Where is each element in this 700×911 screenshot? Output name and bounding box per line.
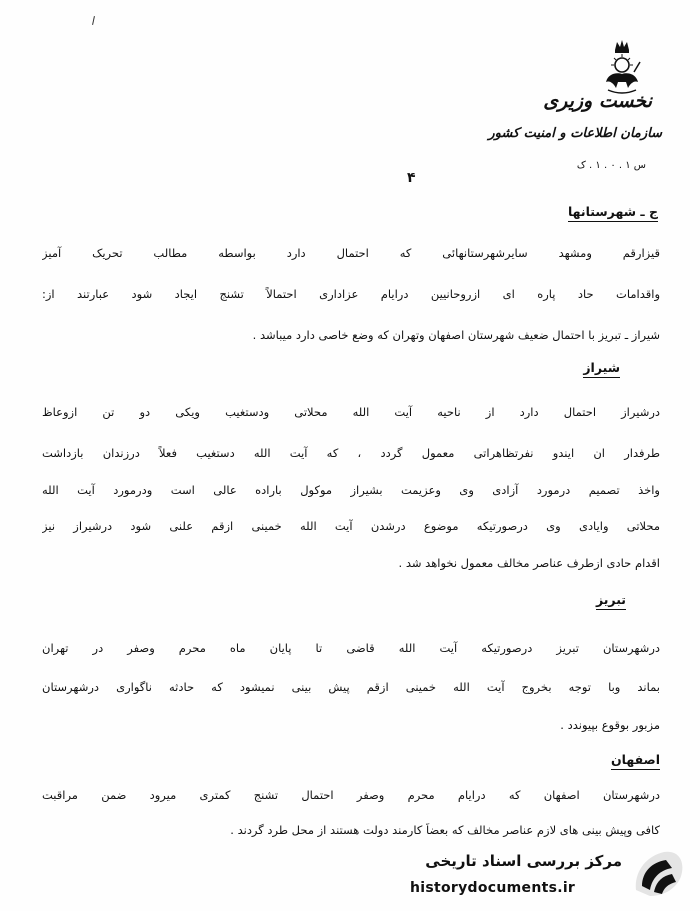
- section-heading-isfahan: اصفهان: [611, 752, 660, 770]
- header-organization: سازمان اطلاعات و امنیت کشور: [488, 126, 662, 141]
- paragraph-line: واقدامات حاد پاره ای ازروحانیین درایام عزاداری احتمالاً تشنج ایجاد شود عبارتند از:: [42, 287, 660, 301]
- header-title: نخست وزیری: [543, 90, 652, 112]
- paragraph-line: شیراز ـ تبریز با احتمال ضعیف شهرستان اصفهان وتهران که وضع خاصی دارد میباشد .: [252, 328, 660, 342]
- stray-pen-mark: [92, 16, 95, 25]
- watermark-url: historydocuments.ir: [410, 880, 576, 896]
- paragraph-line: درشهرستان اصفهان که درایام محرم وصفر احتمال تشنج کمتری میرود ضمن مراقبت: [42, 788, 660, 802]
- paragraph-line: درشهرستان تبریز درصورتیکه آیت الله قاضی تا پایان ماه محرم وصفر در تهران: [42, 641, 660, 655]
- section-heading-shiraz: شیراز: [583, 360, 620, 378]
- paragraph-line: درشیراز احتمال دارد از ناحیه آیت الله محلاتی ودستغیب ویکی دو تن ازوعاظ: [42, 405, 660, 419]
- paragraph-line: واخذ تصمیم درمورد آزادی وی وعزیمت بشیراز موکول باراده عالی است ودرمورد آیت الله: [42, 483, 660, 497]
- page-number: ۴: [407, 170, 416, 186]
- paragraph-line: بماند وبا توجه بخروج آیت الله خمینی ازقم پیش بینی نمیشود که حادثه ناگواری درشهرستان: [42, 680, 660, 694]
- paragraph-line: قیزارقم ومشهد سایرشهرستانهائی که احتمال دارد بواسطه مطالب تحریک آمیز: [42, 246, 660, 260]
- archive-logo-icon: [628, 842, 688, 902]
- paragraph-line: طرفدار ان ایندو نفرتظاهراتی معمول گردد ، که آیت الله دستغیب فعلاً درزندان بازداشت: [42, 446, 660, 460]
- paragraph-line: اقدام حادی ازطرف عناصر مخالف معمول نخواهد شد .: [398, 556, 660, 570]
- watermark-name: مرکز بررسی اسناد تاریخی: [425, 852, 622, 870]
- section-heading-tabriz: تبریز: [596, 592, 626, 610]
- paragraph-line: مزبور بوقوع بپیوندد .: [560, 718, 660, 732]
- paragraph-line: محلاتی وایادی وی درصورتیکه موضوع درشدن آیت الله خمینی ازقم علنی شود درشیراز نیز: [42, 519, 660, 533]
- paragraph-line: کافی وپیش بینی های لازم عناصر مخالف که بعضاً کارمند دولت هستند از محل طرد گردند .: [230, 823, 660, 837]
- header-reference: س ۱ . ۰ . ۱ . ک: [576, 160, 646, 171]
- lion-and-sun-emblem-icon: [600, 38, 644, 96]
- section-heading-cities: ج ـ شهرستانها: [568, 204, 658, 222]
